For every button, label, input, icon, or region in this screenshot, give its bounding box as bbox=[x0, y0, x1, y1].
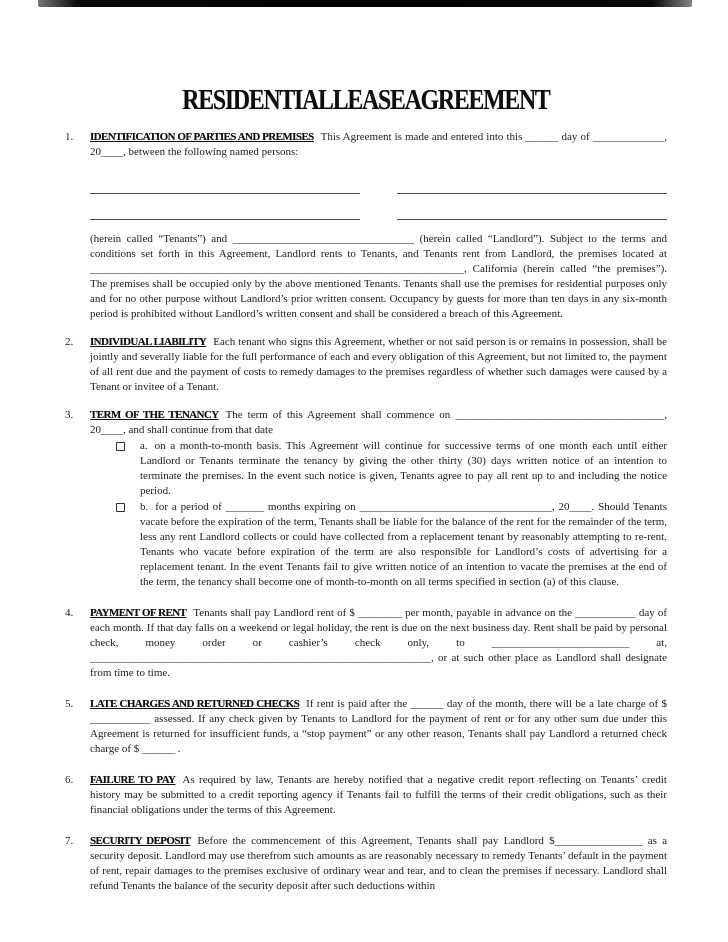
section-heading: PAYMENT OF RENT bbox=[90, 607, 187, 619]
section-text: Tenants shall pay Landlord rent of $ ________ per month, payable in advance on the ___________ day of each month. If that day falls on a weekend or legal holiday, the rent is due on the next business day. Rent shall be paid by personal check, money order or cashier’s check only, to _________________________ at, ______________________________________________________________, or at such other place as Landlord shall designate from time to time. bbox=[90, 607, 667, 679]
scan-edge-artifact bbox=[38, 0, 692, 7]
section-heading: LATE CHARGES AND RETURNED CHECKS bbox=[90, 698, 300, 710]
section-heading: SECURITY DEPOSIT bbox=[90, 835, 191, 847]
option-text: for a period of _______ months expiring on ___________________________________, 20____. Should Tenants vacate before the expiration of the term, Tenants shall be liable for the balance of the rent for the remainder of the term, less any rent Landlord collects or could have collected from a replacement tenant by reasonably attempting to re-rent. Tenants who vacate before expiration of the term are also responsible for Landlord’s costs of advertising for a replacement tenant. In the event Tenants fail to give written notice of an intention to vacate the premises at the end of the term, the tenancy shall become one of month-to-month on all terms specified in section (a) of this clause. bbox=[140, 501, 667, 588]
section-security-deposit bbox=[65, 834, 667, 894]
section-number: 3. bbox=[65, 409, 74, 421]
term-option-fixed-period bbox=[90, 500, 667, 590]
option-label: a. bbox=[140, 440, 148, 452]
blank-line-row bbox=[90, 168, 667, 194]
checkbox-icon bbox=[116, 503, 125, 512]
tenant-name-blank-line bbox=[90, 168, 360, 194]
section-individual-liability bbox=[65, 335, 667, 395]
section-text: Each tenant who signs this Agreement, whether or not said person is or remains in possession, shall be jointly and severally liable for the full performance of each and every obligation of this Agreement, but not limited to, the payment of all rent due and the payment of costs to remedy damages to the premises regardless of whether such damages were caused by a Tenant or invitee of a Tenant. bbox=[90, 336, 667, 393]
section-intro bbox=[90, 130, 667, 160]
section-payment-of-rent bbox=[65, 606, 667, 681]
section-text: If rent is paid after the ______ day of the month, there will be a late charge of $ ___________ assessed. If any check given by Tenants to Landlord for the payment of rent or for any other sum due under this Agreement is returned for insufficient funds, a “stop payment” or any other reason, Tenants shall pay Landlord a returned check charge of $ ______ . bbox=[90, 698, 668, 755]
section-number: 4. bbox=[65, 607, 74, 619]
document-title-text: RESIDENTIAL LEASE AGREEMENT bbox=[182, 84, 550, 116]
section-number: 7. bbox=[65, 835, 74, 847]
section-late-charges bbox=[65, 697, 667, 757]
document-title bbox=[65, 0, 667, 117]
section-heading: IDENTIFICATION OF PARTIES AND PREMISES bbox=[90, 131, 314, 143]
section-number: 5. bbox=[65, 698, 74, 710]
tenant-name-blank-line bbox=[397, 168, 667, 194]
section-heading: TERM OF THE TENANCY bbox=[90, 409, 219, 421]
section-heading: FAILURE TO PAY bbox=[90, 774, 176, 786]
section-text: As required by law, Tenants are hereby notified that a negative credit report reflecting on Tenants’ credit history may be submitted to a credit reporting agency if Tenants fail to fulfill the terms of their credit obligations, such as their financial obligations under the terms of this Agreement. bbox=[90, 774, 667, 816]
blank-line-row bbox=[90, 194, 667, 220]
section-number: 1. bbox=[65, 131, 74, 143]
option-text: on a month-to-month basis. This Agreement will continue for successive terms of one month each until either Landlord or Tenants terminate the tenancy by giving the other thirty (30) days written notice of an intention to terminate the premises. In the event such notice is given, Tenants agree to pay all rent up to and including the notice period. bbox=[140, 440, 667, 497]
checkbox-icon bbox=[116, 442, 125, 451]
section-body-text: (herein called “Tenants”) and _________________________________ (herein called “Landlord”). Subject to the terms and conditions set forth in this Agreement, Landlord rents to Tenants, and Tenants rent from Landlord, the premises located at ____________________________________________________________________, California (herein called “the premises”). The premises shall be occupied only by the above mentioned Tenants. Tenants shall use the premises for residential purposes only and for no other purpose without Landlord’s prior written consent. Occupancy by guests for more than ten days in any six-month period is prohibited without Landlord’s written consent and shall be considered a breach of this Agreement. bbox=[90, 233, 667, 320]
section-intro-text: This Agreement is made and entered into this ______ day of _____________, 20____, between the following named persons: bbox=[90, 131, 667, 158]
term-option-month-to-month bbox=[90, 439, 667, 499]
section-heading: INDIVIDUAL LIABILITY bbox=[90, 336, 207, 348]
section-identification-of-parties bbox=[65, 130, 667, 322]
tenant-name-blank-line bbox=[397, 194, 667, 220]
section-term-of-tenancy bbox=[65, 408, 667, 590]
section-number: 6. bbox=[65, 774, 74, 786]
section-number: 2. bbox=[65, 336, 74, 348]
section-text-block bbox=[90, 408, 667, 438]
section-text: The term of this Agreement shall commence on ______________________________________, 20____, and shall continue from that date bbox=[90, 409, 667, 436]
section-text: Before the commencement of this Agreement, Tenants shall pay Landlord $________________ as a security deposit. Landlord may use therefrom such amounts as are reasonably necessary to remedy Tenants’ default in the payment of rent, repair damages to the premises exclusive of ordinary wear and tear, and to clean the premises if necessary. Landlord shall refund Tenants the balance of the security deposit after such deductions within bbox=[90, 835, 667, 892]
tenant-name-blank-line bbox=[90, 194, 360, 220]
option-label: b. bbox=[140, 501, 149, 513]
section-failure-to-pay bbox=[65, 773, 667, 818]
named-persons-blanks bbox=[90, 168, 667, 220]
